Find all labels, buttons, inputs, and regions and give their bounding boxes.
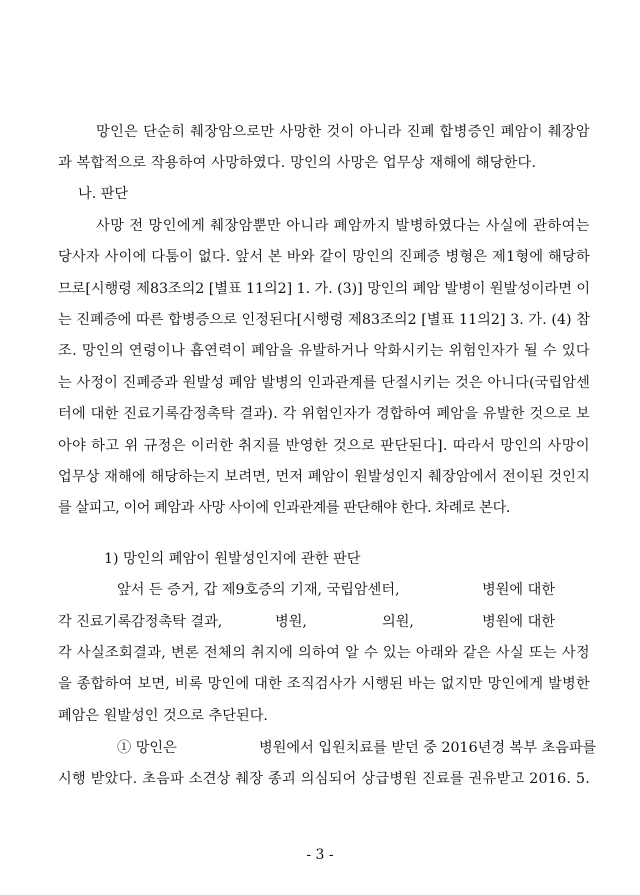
subheading (104, 549, 504, 569)
text-segment: 병원, (275, 614, 307, 630)
text-line: 를 살피고, 이어 폐암과 사망 사이에 인과관계를 판단해야 한다. 차례로 본다. (58, 500, 510, 516)
section-heading-text: 나. 판단 (78, 186, 129, 202)
paragraph3-line4 (0, 674, 640, 694)
paragraph4-line1 (0, 738, 640, 758)
page-number: - 3 - (306, 847, 334, 863)
paragraph2-line (0, 498, 640, 518)
text-line: 각 사실조회결과, 변론 전체의 취지에 의하여 알 수 있는 아래와 같은 사실 또는 사정 (58, 645, 590, 661)
paragraph1-line1 (0, 122, 640, 142)
text-segment: 각 진료기록감정촉탁 결과, (58, 614, 223, 630)
text-line: 아야 하고 위 규정은 이러한 취지를 반영한 것으로 판단된다]. 따라서 망인의 사망이 (58, 438, 590, 454)
text-line: 는 진폐증에 따른 합병증으로 인정된다[시행령 제83조의2 [별표 11의2] 3. 가. (4) 참 (58, 312, 590, 328)
text-line: 당사자 사이에 다툼이 없다. 앞서 본 바와 같이 망인의 진폐증 병형은 제1형에 해당하 (58, 249, 590, 265)
text-line: 조. 망인의 연령이나 흡연력이 폐암을 유발하거나 악화시키는 위험인자가 될 수 있다 (58, 343, 590, 359)
paragraph2-line (0, 467, 640, 487)
section-heading (78, 184, 278, 204)
paragraph3-line1 (0, 580, 640, 600)
text-line: 망인은 단순히 췌장암으로만 사망한 것이 아니라 진폐 합병증인 폐암이 췌장암 (96, 124, 590, 140)
text-segment: 병원에 대한 (482, 614, 556, 630)
text-line: 터에 대한 진료기록감정촉탁 결과). 각 위험인자가 경합하여 폐암을 유발한 것으로 보 (58, 406, 590, 422)
text-segment: 병원에 대한 (482, 582, 556, 598)
subheading-text: 1) 망인의 폐암이 원발성인지에 관한 판단 (104, 551, 361, 567)
paragraph3-line5 (58, 706, 618, 726)
paragraph2-line (0, 404, 640, 424)
paragraph2-line (0, 310, 640, 330)
text-segment: 앞서 든 증거, 갑 제9호증의 기재, 국립암센터, (117, 582, 400, 598)
text-line: 는 사정이 진폐증과 원발성 폐암 발병의 인과관계를 단절시키는 것은 아니다(국립암센 (58, 375, 590, 391)
text-line: 므로[시행령 제83조의2 [별표 11의2] 1. 가. (3)] 망인의 폐암 발병이 원발성이라면 이 (58, 281, 590, 297)
text-line: 과 복합적으로 작용하여 사망하였다. 망인의 사망은 업무상 재해에 해당한다. (58, 155, 537, 171)
paragraph1-line2 (58, 153, 618, 173)
paragraph3-line3 (0, 643, 640, 663)
text-line: 시행 받았다. 초음파 소견상 췌장 종괴 의심되어 상급병원 진료를 권유받고 2016. 5. (58, 771, 590, 787)
text-line: 업무상 재해에 해당하는지 보려면, 먼저 폐암이 원발성인지 췌장암에서 전이된 것인지 (58, 469, 590, 485)
text-segment: ① 망인은 (117, 740, 177, 756)
text-segment: 병원에서 입원치료를 받던 중 2016년경 복부 초음파를 (259, 740, 597, 756)
paragraph2-line (0, 279, 640, 299)
paragraph2-line (0, 216, 640, 236)
text-segment: 의원, (382, 614, 414, 630)
paragraph4-line2 (0, 769, 640, 789)
paragraph2-line (0, 436, 640, 456)
text-line: 을 종합하여 보면, 비록 망인에 대한 조직검사가 시행된 바는 없지만 망인에게 발병한 (58, 676, 590, 692)
paragraph3-line2 (0, 612, 640, 632)
text-line: 폐암은 원발성인 것으로 추단된다. (58, 708, 268, 724)
paragraph2-line (0, 247, 640, 267)
paragraph2-line (0, 373, 640, 393)
text-line: 사망 전 망인에게 췌장암뿐만 아니라 폐암까지 발병하였다는 사실에 관하여는 (96, 218, 590, 234)
paragraph2-line (0, 341, 640, 361)
